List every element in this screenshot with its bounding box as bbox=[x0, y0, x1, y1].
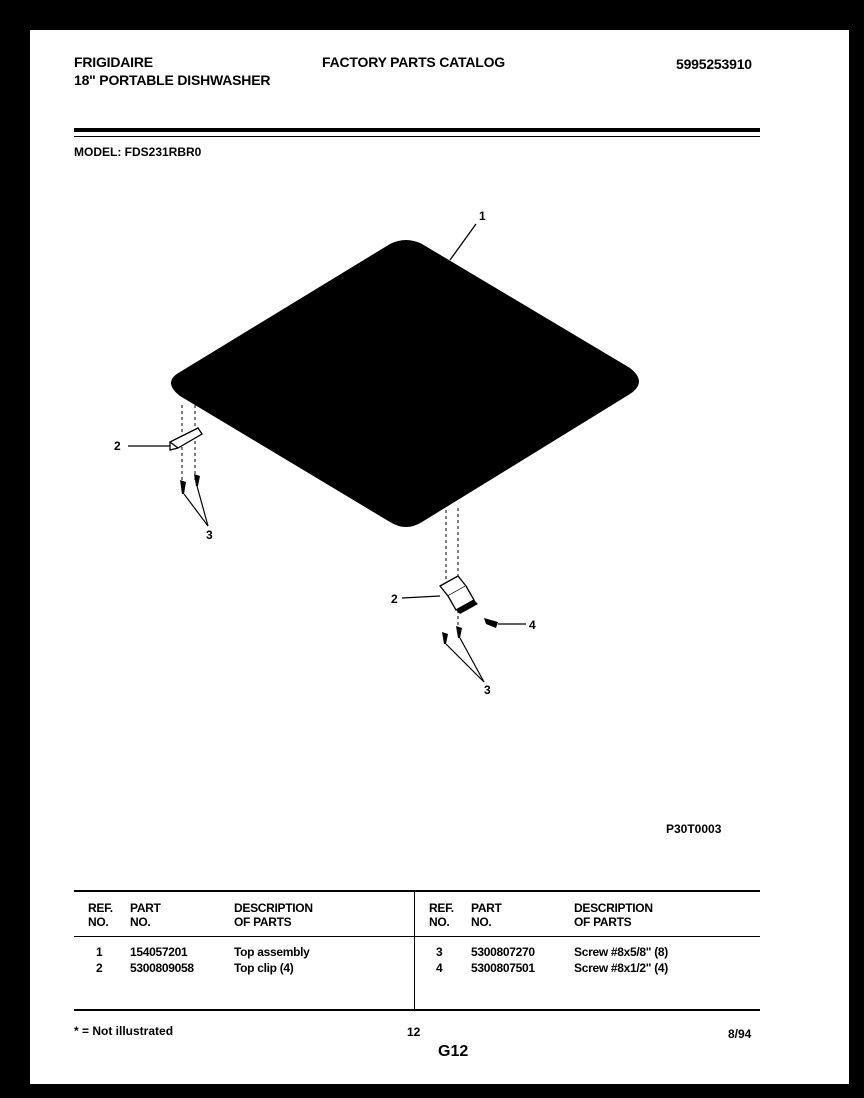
right-screws bbox=[442, 626, 462, 644]
callout-1: 1 bbox=[479, 209, 486, 223]
table-bottom-rule bbox=[74, 1009, 760, 1011]
col-part-header-right: PART NO. bbox=[471, 901, 502, 929]
table-row-4-desc: Screw #8x1/2" (4) bbox=[574, 961, 668, 975]
callout-3-right: 3 bbox=[484, 683, 491, 697]
not-illustrated-note: * = Not illustrated bbox=[74, 1024, 174, 1038]
table-row-3-ref: 3 bbox=[436, 945, 443, 959]
col-ref-header-left: REF. NO. bbox=[88, 901, 113, 929]
table-row-2-desc: Top clip (4) bbox=[234, 961, 294, 975]
leader-line-3-left-a bbox=[184, 494, 208, 526]
callout-4: 4 bbox=[529, 618, 536, 632]
callout-3-left: 3 bbox=[206, 528, 213, 542]
brand-name: FRIGIDAIRE bbox=[74, 54, 153, 70]
table-row-3-desc: Screw #8x5/8" (8) bbox=[574, 945, 668, 959]
table-row-1-ref: 1 bbox=[96, 945, 103, 959]
table-row-3-part: 5300807270 bbox=[471, 945, 535, 959]
model-number: MODEL: FDS231RBR0 bbox=[74, 145, 202, 159]
page-number: 12 bbox=[407, 1025, 421, 1039]
catalog-title: FACTORY PARTS CATALOG bbox=[322, 54, 505, 70]
leader-line-3-right-b bbox=[460, 638, 484, 682]
exploded-parts-diagram bbox=[30, 30, 849, 870]
table-row-1-part: 154057201 bbox=[130, 945, 188, 959]
table-top-rule bbox=[74, 890, 760, 892]
left-screws bbox=[180, 474, 200, 494]
section-code: G12 bbox=[438, 1043, 469, 1060]
callout-2-left: 2 bbox=[114, 439, 121, 453]
callout-2-right: 2 bbox=[391, 592, 398, 606]
col-desc-header-left: DESCRIPTION OF PARTS bbox=[234, 901, 313, 929]
leader-line-3-left-b bbox=[197, 486, 208, 526]
table-row-4-part: 5300807501 bbox=[471, 961, 535, 975]
left-top-clip bbox=[170, 428, 202, 450]
right-top-clip bbox=[440, 576, 478, 614]
table-row-1-desc: Top assembly bbox=[234, 945, 310, 959]
col-desc-header-right: DESCRIPTION OF PARTS bbox=[574, 901, 653, 929]
col-part-header-left: PART NO. bbox=[130, 901, 161, 929]
leader-line-2-right bbox=[402, 596, 440, 598]
revision-date: 8/94 bbox=[728, 1027, 752, 1041]
table-column-divider bbox=[414, 890, 415, 1009]
col-ref-header-right: REF. NO. bbox=[429, 901, 454, 929]
figure-code: P30T0003 bbox=[666, 822, 722, 836]
catalog-page bbox=[30, 30, 849, 1084]
table-row-2-ref: 2 bbox=[96, 961, 103, 975]
product-title: 18" PORTABLE DISHWASHER bbox=[74, 72, 271, 88]
table-header-rule bbox=[74, 936, 760, 937]
table-row-2-part: 5300809058 bbox=[130, 961, 194, 975]
side-screw bbox=[484, 618, 498, 628]
table-row-4-ref: 4 bbox=[436, 961, 443, 975]
top-assembly-part bbox=[171, 240, 639, 527]
leader-line-1 bbox=[450, 224, 476, 260]
leader-line-3-right-a bbox=[446, 644, 484, 682]
catalog-number: 5995253910 bbox=[676, 56, 752, 72]
